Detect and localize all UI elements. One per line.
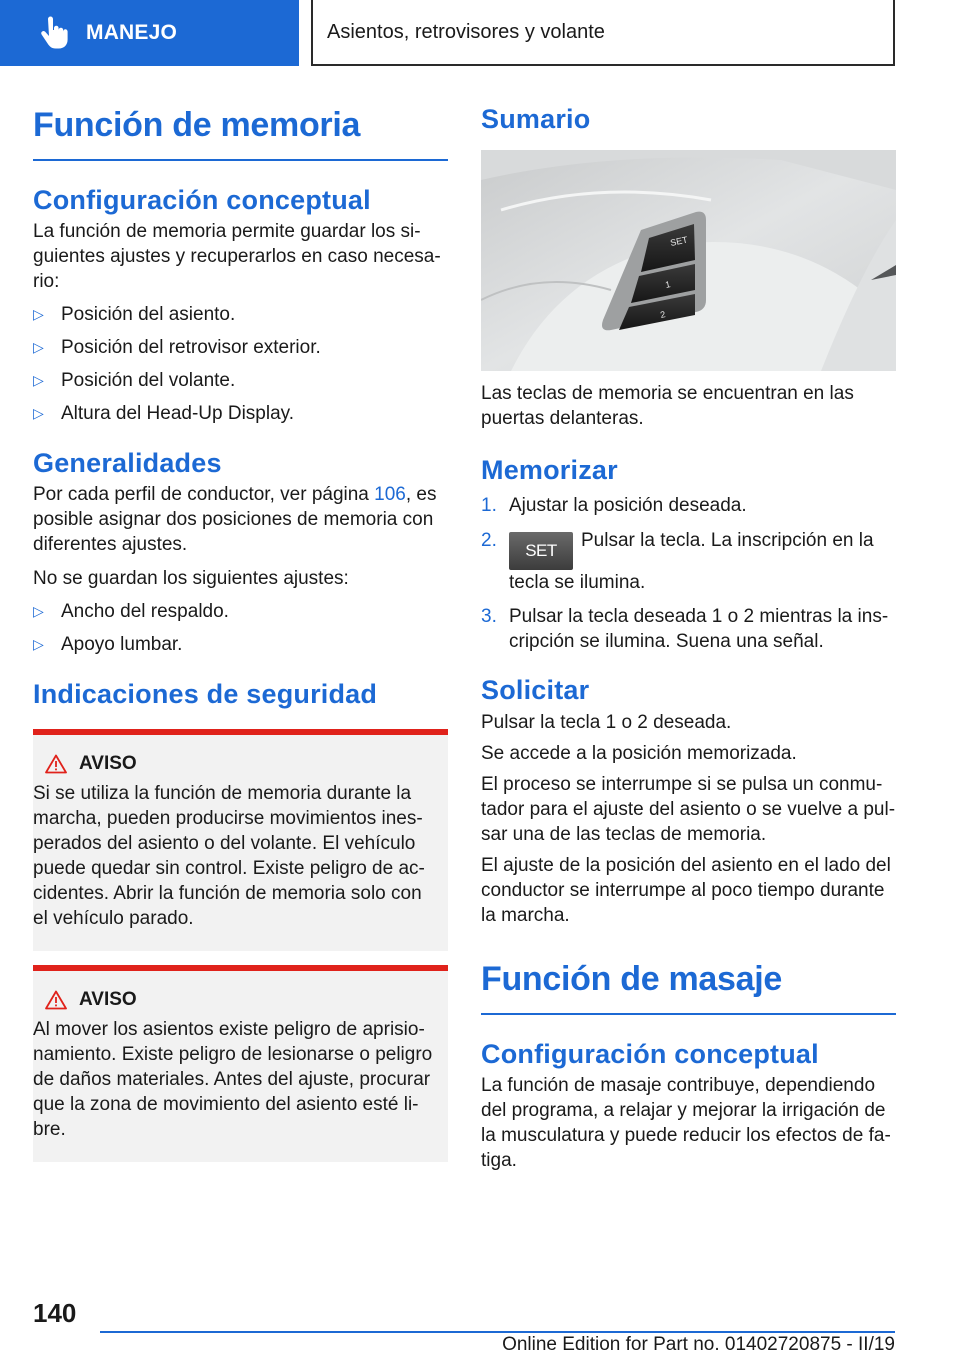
key-1-label: 1 [664, 279, 672, 290]
request-text: El ajuste de la posición del asiento en el lado del conductor se interrumpe al poco tiempo durante la marcha. [481, 855, 891, 926]
triangle-bullet-icon: ▷ [33, 306, 44, 322]
not-saved-text: No se guardan los siguientes ajustes: [33, 568, 349, 589]
concept-list [33, 302, 448, 426]
list-item: ▷ Posición del retrovisor exterior. [33, 337, 321, 358]
section-title-memory: Función de memoria [33, 106, 361, 144]
triangle-bullet-icon: ▷ [33, 405, 44, 421]
list-item: ▷ Posición del asiento. [33, 304, 236, 325]
triangle-bullet-icon: ▷ [33, 636, 44, 652]
heading-general: Generalidades [33, 448, 222, 478]
heading-concept: Configuración conceptual [33, 185, 371, 215]
warning-title: AVISO [79, 989, 137, 1010]
warning-box [33, 965, 448, 1162]
warning-text: Si se utiliza la función de memoria durante la marcha, pueden producirse movimientos ines-perados del asiento o del volante. El vehículo puede quedar sin control. Existe peligro de ac-cidentes. Abrir la función de memoria solo con el vehículo parado. [33, 783, 425, 929]
page-link[interactable]: 106 [374, 484, 406, 505]
triangle-bullet-icon: ▷ [33, 339, 44, 355]
left-column [33, 66, 448, 1162]
memory-buttons-photo [481, 150, 896, 371]
list-item: 1. Ajustar la posición deseada. [481, 495, 747, 516]
set-key-icon: SET [509, 532, 573, 570]
heading-memorize: Memorizar [481, 455, 618, 485]
concept-text: La función de memoria permite guardar los si-guientes ajustes y recuperarlos en caso necesa-rio: [33, 221, 441, 292]
heading-request: Solicitar [481, 675, 590, 705]
section-tab[interactable] [0, 0, 299, 66]
list-item: ▷ Altura del Head-Up Display. [33, 403, 295, 424]
triangle-bullet-icon: ▷ [33, 603, 44, 619]
edition-note: Online Edition for Part no. 01402720875 - II/19 [502, 1334, 895, 1355]
massage-text: La función de masaje contribuye, dependiendo del programa, a relajar y mejorar la irrigación de la musculatura y puede reducir los efectos de fa-tiga. [481, 1075, 891, 1171]
photo-caption: Las teclas de memoria se encuentran en las puertas delanteras. [481, 383, 854, 429]
list-item: ▷ Ancho del respaldo. [33, 601, 229, 622]
request-text: El proceso se interrumpe si se pulsa un conmu-tador para el ajuste del asiento o se vuelve a pul-sar una de las teclas de memoria. [481, 774, 896, 845]
footer-divider [100, 1331, 895, 1333]
request-text: Se accede a la posición memorizada. [481, 743, 797, 764]
list-item: ▷ Apoyo lumbar. [33, 634, 183, 655]
warning-triangle-icon [45, 990, 67, 1010]
triangle-bullet-icon: ▷ [33, 372, 44, 388]
list-item: 3. Pulsar la tecla deseada 1 o 2 mientras la ins-cripción se ilumina. Suena una señal. [481, 606, 889, 652]
title-divider [481, 1013, 896, 1015]
section-title-massage: Función de masaje [481, 960, 782, 998]
page-header [0, 0, 960, 66]
warning-title: AVISO [79, 753, 137, 774]
heading-summary: Sumario [481, 104, 591, 134]
heading-safety: Indicaciones de seguridad [33, 679, 378, 709]
key-2-label: 2 [659, 309, 667, 320]
section-label: MANEJO [86, 21, 178, 44]
warning-text: Al mover los asientos existe peligro de aprisio-namiento. Existe peligro de lesionarse o peligro de daños materiales. Antes del ajuste, procurar que la zona de movimiento del asiento esté li-bre. [33, 1019, 433, 1140]
general-text: Por cada perfil de conductor, ver página 106, es posible asignar dos posiciones de memoria con diferentes ajustes. [33, 484, 437, 555]
hand-pointer-icon [36, 15, 72, 51]
not-saved-list [33, 599, 448, 657]
request-text: Pulsar la tecla 1 o 2 deseada. [481, 712, 732, 733]
memorize-steps [481, 493, 896, 654]
warning-box [33, 729, 448, 951]
page-number: 140 [33, 1298, 77, 1328]
heading-massage-concept: Configuración conceptual [481, 1039, 819, 1069]
set-key-label: SET [669, 234, 689, 248]
chapter-topic: Asientos, retrovisores y volante [311, 0, 895, 66]
warning-triangle-icon [45, 754, 67, 774]
list-item: ▷ Posición del volante. [33, 370, 236, 391]
title-divider [33, 159, 448, 161]
list-item: 2. SET Pulsar la tecla. La inscripción en la tecla se ilumina. [481, 530, 874, 593]
right-column [481, 66, 896, 1173]
